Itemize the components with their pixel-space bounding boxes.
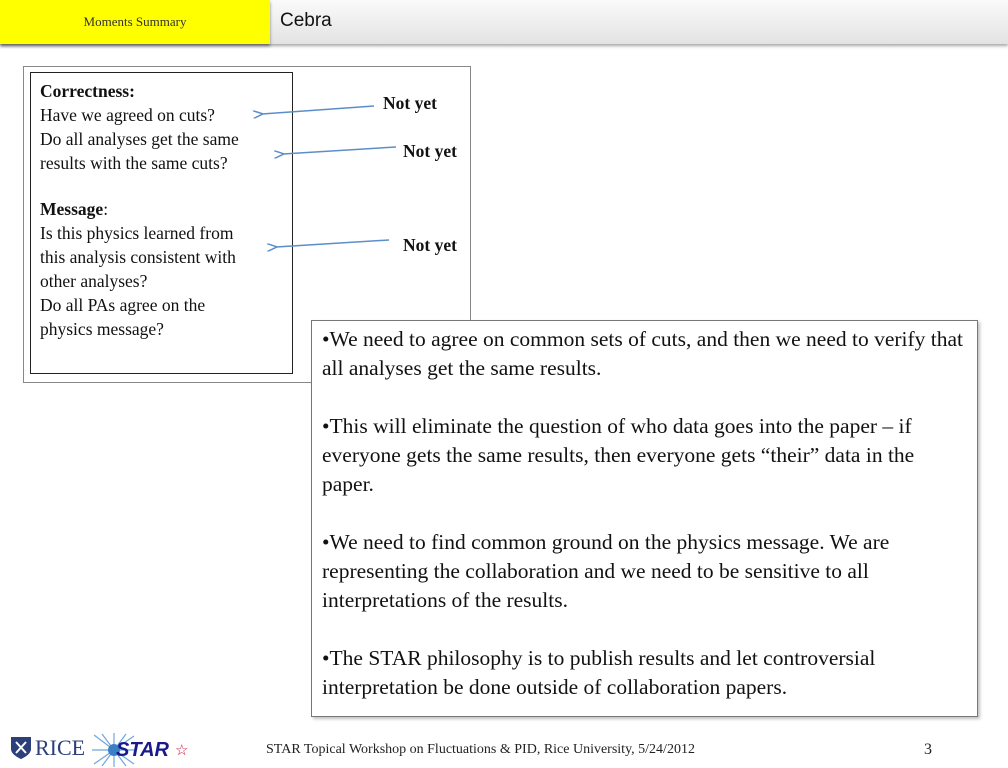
bullet-item: •The STAR philosophy is to publish results and let controversial interpretation be done outside of collaboration papers. [322,646,876,699]
bullet-item: •We need to agree on common sets of cuts, and then we need to verify that all analyses get the same results. [322,327,964,380]
message-line: this analysis consistent with [40,247,236,267]
message-heading: Message [40,199,104,219]
rice-logo [10,733,85,763]
section-tab: Moments Summary [0,0,270,44]
arrow-line [283,147,396,154]
arrow-line [276,240,389,247]
correctness-line: results with the same cuts? [40,153,228,173]
note-not-yet: Not yet [403,235,457,255]
star-logo-text: STAR [116,738,169,761]
note-not-yet: Not yet [383,93,437,113]
correctness-line: Have we agreed on cuts? [40,105,215,125]
rice-shield-icon [10,736,32,760]
message-line: physics message? [40,319,164,339]
message-line: Do all PAs agree on the [40,295,206,315]
correctness-heading: Correctness: [40,81,135,101]
message-colon: : [103,199,109,219]
bullet-item: •This will eliminate the question of who data goes into the paper – if everyone gets the same results, then everyone gets “their” data in the paper. [322,414,915,496]
star-logo [92,733,188,767]
star-icon: ☆ [174,742,189,759]
message-line: other analyses? [40,271,148,291]
message-line: Is this physics learned from [40,223,234,243]
bullet-item: •We need to find common ground on the physics message. We are representing the collaboration and we need to be sensitive to all interpretations of the results. [322,530,890,612]
footer-citation: STAR Topical Workshop on Fluctuations & PID, Rice University, 5/24/2012 [266,742,695,757]
rice-logo-text: RICE [35,735,86,760]
note-not-yet: Not yet [403,141,457,161]
correctness-line: Do all analyses get the same [40,129,239,149]
slide-title: Cebra [280,10,332,31]
arrow-line [262,106,374,114]
bullet-text-box [311,320,978,717]
page-number: 3 [924,741,932,758]
